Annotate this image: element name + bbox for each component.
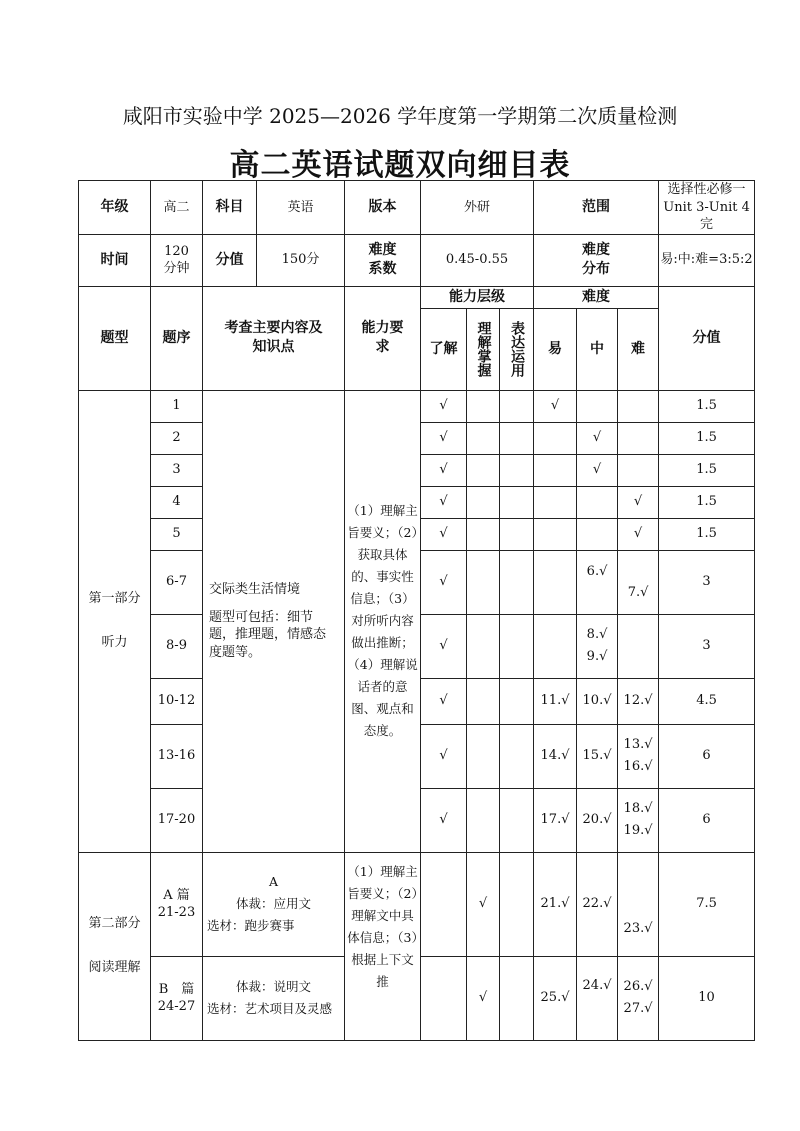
exam-subtitle: 咸阳市实验中学 2025—2026 学年度第一学期第二次质量检测 <box>122 104 678 128</box>
column-ability-line-1: 能力要 <box>361 320 404 337</box>
check-comprehend <box>467 390 500 422</box>
check-comprehend <box>467 678 500 724</box>
difficulty-dist-label-line-1: 难度 <box>582 242 611 259</box>
check-easy <box>534 518 577 550</box>
check-express <box>500 486 534 518</box>
scope-value-line-1: 选择性必修一 <box>667 182 746 197</box>
column-express-text: 表达运用 <box>508 321 525 378</box>
check-understand: √ <box>421 724 467 788</box>
score-cell: 7.5 <box>659 852 755 956</box>
column-ability-line-2: 求 <box>375 339 390 356</box>
part1-label-line-2: 听力 <box>101 635 128 651</box>
check-comprehend <box>467 486 500 518</box>
check-express <box>500 454 534 486</box>
part1-ability: （1）理解主旨要义；（2）获取具体的、事实性信息；（3）对所听内容做出推断；（4）理解说话者的意图、观点和态度。 <box>345 390 421 852</box>
score-cell: 1.5 <box>659 518 755 550</box>
column-type: 题型 <box>79 286 151 390</box>
score-cell: 6 <box>659 724 755 788</box>
check-express <box>500 852 534 956</box>
check-hard-line-2: 27.√ <box>623 1001 653 1017</box>
check-medium: 15.√ <box>577 724 618 788</box>
check-comprehend <box>467 422 500 454</box>
check-medium: √ <box>577 422 618 454</box>
time-value-line-1: 120 <box>164 243 189 259</box>
check-medium: 20.√ <box>577 788 618 852</box>
check-comprehend <box>467 724 500 788</box>
check-comprehend: √ <box>467 852 500 956</box>
score-cell: 1.5 <box>659 486 755 518</box>
column-medium: 中 <box>577 308 618 390</box>
check-understand: √ <box>421 518 467 550</box>
check-comprehend <box>467 550 500 614</box>
scope-value <box>659 181 755 235</box>
order-cell-line-1: B 篇 <box>158 981 195 997</box>
check-easy: 21.√ <box>534 852 577 956</box>
column-easy: 易 <box>534 308 577 390</box>
score-cell: 6 <box>659 788 755 852</box>
score-cell: 10 <box>659 956 755 1040</box>
check-hard <box>618 956 659 1040</box>
score-cell: 1.5 <box>659 390 755 422</box>
column-hard: 难 <box>618 308 659 390</box>
specification-table <box>78 180 755 1041</box>
part2-label-line-1: 第二部分 <box>88 916 141 932</box>
column-ability <box>345 286 421 390</box>
check-comprehend <box>467 788 500 852</box>
score-cell: 3 <box>659 614 755 678</box>
check-understand: √ <box>421 550 467 614</box>
part1-label <box>79 390 151 852</box>
order-cell: 8-9 <box>151 614 203 678</box>
check-easy <box>534 422 577 454</box>
page-title: 高二英语试题双向细目表 <box>229 148 571 183</box>
check-comprehend <box>467 518 500 550</box>
column-order: 题序 <box>151 286 203 390</box>
column-content-line-2: 知识点 <box>252 339 295 356</box>
difficulty-coef-value: 0.45-0.55 <box>421 234 534 286</box>
check-medium-line-1: 8.√ <box>586 627 608 643</box>
part2-b-topic: 选材：艺术项目及灵感 <box>207 1001 333 1017</box>
check-comprehend <box>467 614 500 678</box>
check-hard <box>618 422 659 454</box>
check-express <box>500 614 534 678</box>
check-hard: √ <box>618 486 659 518</box>
part2-a-topic: 选材：跑步赛事 <box>207 918 295 934</box>
order-cell: 10-12 <box>151 678 203 724</box>
score-cell: 1.5 <box>659 422 755 454</box>
check-express <box>500 422 534 454</box>
check-express <box>500 788 534 852</box>
order-cell: 5 <box>151 518 203 550</box>
check-understand: √ <box>421 422 467 454</box>
check-medium-text: 6.√ <box>586 563 608 579</box>
score-cell: 4.5 <box>659 678 755 724</box>
check-medium: 10.√ <box>577 678 618 724</box>
order-cell: 17-20 <box>151 788 203 852</box>
check-understand: √ <box>421 486 467 518</box>
time-label: 时间 <box>79 234 151 286</box>
grade-value: 高二 <box>151 181 203 235</box>
part2-label-line-2: 阅读理解 <box>88 960 141 976</box>
check-hard <box>618 454 659 486</box>
edition-value: 外研 <box>421 181 534 235</box>
column-understand: 了解 <box>421 308 467 390</box>
check-hard <box>618 788 659 852</box>
column-difficulty: 难度 <box>534 286 659 308</box>
order-cell <box>151 852 203 956</box>
order-cell <box>151 956 203 1040</box>
order-cell: 6-7 <box>151 550 203 614</box>
check-easy <box>534 614 577 678</box>
check-hard-line-1: 26.√ <box>623 979 653 995</box>
difficulty-dist-label-line-2: 分布 <box>582 261 611 278</box>
check-express <box>500 678 534 724</box>
column-score: 分值 <box>659 286 755 390</box>
part1-content-line-1: 交际类生活情境 <box>209 582 301 598</box>
subject-label: 科目 <box>203 181 257 235</box>
check-easy: 11.√ <box>534 678 577 724</box>
part1-content <box>203 390 345 852</box>
score-label: 分值 <box>203 234 257 286</box>
check-understand: √ <box>421 678 467 724</box>
difficulty-coef-label <box>345 234 421 286</box>
check-easy <box>534 550 577 614</box>
subject-value: 英语 <box>257 181 345 235</box>
time-value <box>151 234 203 286</box>
check-hard: 12.√ <box>618 678 659 724</box>
column-content <box>203 286 345 390</box>
order-cell: 4 <box>151 486 203 518</box>
check-easy: √ <box>534 390 577 422</box>
check-understand: √ <box>421 788 467 852</box>
check-medium-line-2: 9.√ <box>586 649 608 665</box>
difficulty-dist-label <box>534 234 659 286</box>
part2-b-genre: 体裁：说明文 <box>235 979 311 995</box>
check-medium <box>577 956 618 1040</box>
check-easy <box>534 454 577 486</box>
check-easy: 25.√ <box>534 956 577 1040</box>
part1-content-line-2: 题型可包括：细节题，推理题，情感态度题等。 <box>209 609 327 660</box>
order-cell-line-2: 21-23 <box>157 905 196 921</box>
check-medium <box>577 486 618 518</box>
table-row <box>79 852 755 956</box>
check-medium <box>577 390 618 422</box>
check-hard-line-2: 19.√ <box>623 823 653 839</box>
check-hard-text: 23.√ <box>623 921 653 937</box>
score-value: 150分 <box>257 234 345 286</box>
column-header-row-1 <box>79 286 755 308</box>
grade-label: 年级 <box>79 181 151 235</box>
part2-a-content <box>203 852 345 956</box>
column-ability-level: 能力层级 <box>421 286 534 308</box>
time-value-line-2: 分钟 <box>163 261 190 277</box>
order-cell-line-2: 24-27 <box>157 999 196 1015</box>
score-cell: 1.5 <box>659 454 755 486</box>
edition-label: 版本 <box>345 181 421 235</box>
difficulty-coef-label-line-2: 系数 <box>368 261 397 278</box>
check-understand: √ <box>421 454 467 486</box>
check-understand: √ <box>421 614 467 678</box>
check-medium <box>577 550 618 614</box>
check-easy <box>534 486 577 518</box>
table-row <box>79 390 755 422</box>
check-understand: √ <box>421 390 467 422</box>
scope-label: 范围 <box>534 181 659 235</box>
check-medium <box>577 518 618 550</box>
check-hard <box>618 724 659 788</box>
check-medium-text: 24.√ <box>582 977 612 993</box>
check-express <box>500 550 534 614</box>
check-comprehend: √ <box>467 956 500 1040</box>
part2-a-genre: 体裁：应用文 <box>235 896 311 912</box>
score-cell: 3 <box>659 550 755 614</box>
column-comprehend <box>467 308 500 390</box>
check-medium <box>577 614 618 678</box>
check-hard-line-1: 18.√ <box>623 801 653 817</box>
part2-a-heading: A <box>268 874 279 890</box>
check-hard <box>618 614 659 678</box>
info-row-1 <box>79 181 755 235</box>
order-cell: 2 <box>151 422 203 454</box>
check-medium: √ <box>577 454 618 486</box>
order-cell: 3 <box>151 454 203 486</box>
check-hard: √ <box>618 518 659 550</box>
check-express <box>500 956 534 1040</box>
check-easy: 14.√ <box>534 724 577 788</box>
difficulty-dist-value: 易:中:难=3:5:2 <box>659 234 755 286</box>
check-hard <box>618 550 659 614</box>
check-medium: 22.√ <box>577 852 618 956</box>
check-hard <box>618 390 659 422</box>
info-row-2 <box>79 234 755 286</box>
part2-b-content <box>203 956 345 1040</box>
scope-value-line-2: Unit 3-Unit 4 完 <box>663 199 750 233</box>
part2-label <box>79 852 151 1040</box>
check-understand <box>421 852 467 956</box>
order-cell: 1 <box>151 390 203 422</box>
column-comprehend-text: 理解掌握 <box>475 321 492 378</box>
part2-ability: （1）理解主旨要义；（2）理解文中具体信息；（3）根据上下文推 <box>345 852 421 1040</box>
order-cell-line-1: A 篇 <box>163 887 190 903</box>
check-hard <box>618 852 659 956</box>
column-express <box>500 308 534 390</box>
check-comprehend <box>467 454 500 486</box>
column-content-line-1: 考查主要内容及 <box>224 320 323 337</box>
check-hard-text: 7.√ <box>627 585 649 601</box>
check-express <box>500 390 534 422</box>
check-express <box>500 724 534 788</box>
check-understand <box>421 956 467 1040</box>
order-cell: 13-16 <box>151 724 203 788</box>
check-hard-line-1: 13.√ <box>623 737 653 753</box>
check-easy: 17.√ <box>534 788 577 852</box>
check-express <box>500 518 534 550</box>
difficulty-coef-label-line-1: 难度 <box>368 242 397 259</box>
part1-label-line-1: 第一部分 <box>88 591 141 607</box>
check-hard-line-2: 16.√ <box>623 759 653 775</box>
